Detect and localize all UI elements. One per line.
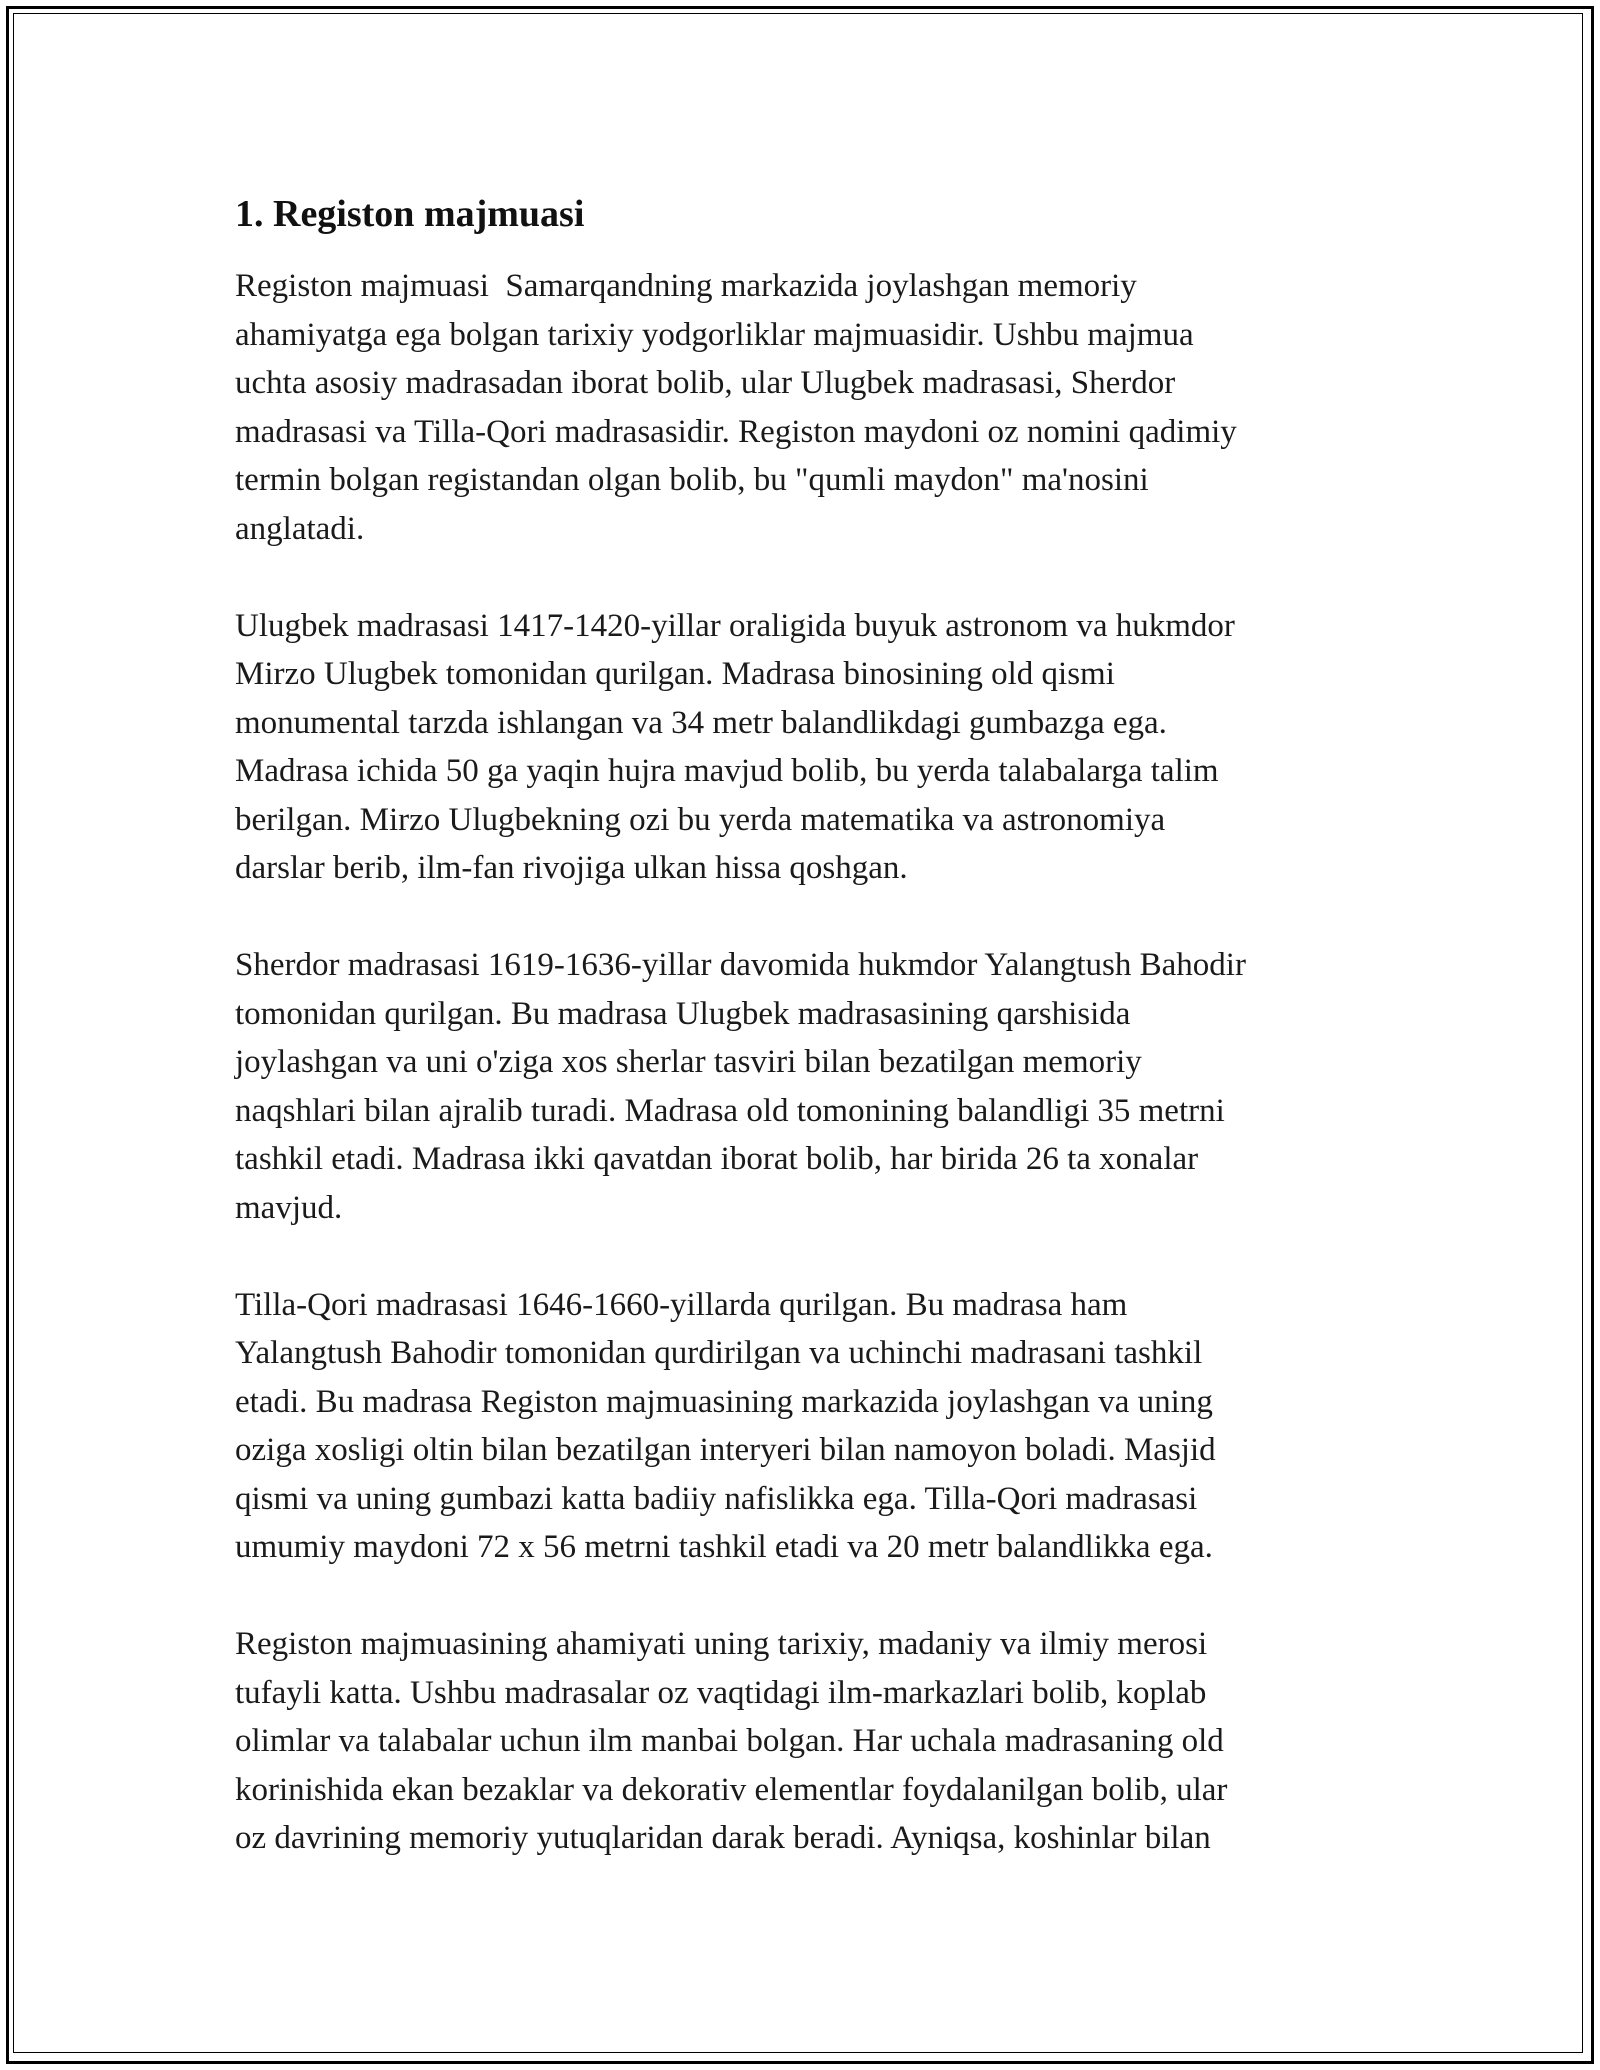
text-line: Sherdor madrasasi 1619-1636-yillar davomida hukmdor Yalangtush Bahodir <box>235 947 1246 983</box>
text-line: umumiy maydoni 72 x 56 metrni tashkil etadi va 20 metr balandlikka ega. <box>235 1529 1213 1565</box>
paragraph-3 <box>235 941 1395 1232</box>
text-line: etadi. Bu madrasa Registon majmuasining markazida joylashgan va uning <box>235 1383 1213 1420</box>
paragraph-4 <box>235 1281 1395 1572</box>
text-line: Tilla-Qori madrasasi 1646-1660-yillarda qurilgan. Bu madrasa ham <box>235 1286 1128 1323</box>
text-line: Madrasa ichida 50 ga yaqin hujra mavjud bolib, bu yerda talabalarga talim <box>235 753 1219 789</box>
text-line: uchta asosiy madrasadan iborat bolib, ular Ulugbek madrasasi, Sherdor <box>235 365 1176 401</box>
paragraph-2 <box>235 602 1395 893</box>
text-line: Mirzo Ulugbek tomonidan qurilgan. Madrasa binosining old qismi <box>235 656 1115 692</box>
text-line: olimlar va talabalar uchun ilm manbai bolgan. Har uchala madrasaning old <box>235 1723 1224 1759</box>
text-line: oz davrining memoriy yutuqlaridan darak beradi. Ayniqsa, koshinlar bilan <box>235 1820 1211 1856</box>
text-line: darslar berib, ilm-fan rivojiga ulkan hissa qoshgan. <box>235 850 908 886</box>
text-line: berilgan. Mirzo Ulugbekning ozi bu yerda matematika va astronomiya <box>235 801 1166 838</box>
text-line: anglatadi. <box>235 510 365 547</box>
text-line: Registon majmuasining ahamiyati uning tarixiy, madaniy va ilmiy merosi <box>235 1626 1208 1662</box>
text-line: tashkil etadi. Madrasa ikki qavatdan iborat bolib, har birida 26 ta xonalar <box>235 1141 1199 1177</box>
text-line: Ulugbek madrasasi 1417-1420-yillar oraligida buyuk astronom va hukmdor <box>235 607 1235 644</box>
text-line: tufayli katta. Ushbu madrasalar oz vaqtidagi ilm-markazlari bolib, koplab <box>235 1674 1207 1711</box>
text-line: mavjud. <box>235 1189 343 1226</box>
text-line: naqshlari bilan ajralib turadi. Madrasa old tomonining balandligi 35 metrni <box>235 1092 1225 1129</box>
text-line: ahamiyatga ega bolgan tarixiy yodgorliklar majmuasidir. Ushbu majmua <box>235 316 1194 353</box>
text-line: korinishida ekan bezaklar va dekorativ elementlar foydalanilgan bolib, ular <box>235 1771 1228 1808</box>
text-line: joylashgan va uni o'ziga xos sherlar tasviri bilan bezatilgan memoriy <box>235 1044 1142 1080</box>
text-line: tomonidan qurilgan. Bu madrasa Ulugbek madrasasining qarshisida <box>235 995 1131 1032</box>
text-line: madrasasi va Tilla-Qori madrasasidir. Registon maydoni oz nomini qadimiy <box>235 413 1237 450</box>
text-line: Registon majmuasi Samarqandning markazida joylashgan memoriy <box>235 268 1137 304</box>
document-body <box>235 186 1395 1911</box>
section-heading: 1. Registon majmuasi <box>235 193 585 235</box>
text-line: qismi va uning gumbazi katta badiiy nafislikka ega. Tilla-Qori madrasasi <box>235 1480 1198 1517</box>
paragraph-5 <box>235 1620 1395 1863</box>
text-line: monumental tarzda ishlangan va 34 metr balandlikdagi gumbazga ega. <box>235 704 1167 741</box>
text-line: termin bolgan registandan olgan bolib, bu "qumli maydon" ma'nosini <box>235 462 1149 498</box>
text-line: oziga xosligi oltin bilan bezatilgan interyeri bilan namoyon boladi. Masjid <box>235 1432 1216 1468</box>
text-line: Yalangtush Bahodir tomonidan qurdirilgan va uchinchi madrasani tashkil <box>235 1335 1203 1371</box>
paragraph-1 <box>235 262 1395 553</box>
